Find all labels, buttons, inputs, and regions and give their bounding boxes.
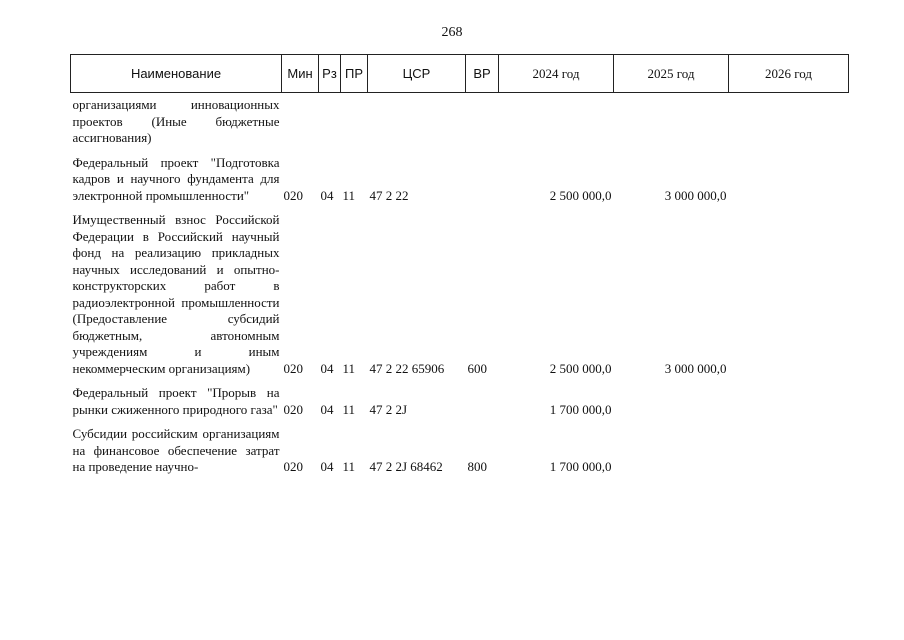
row-2024: 2 500 000,0 (549, 360, 612, 376)
row-2025: 3 000 000,0 (664, 360, 727, 376)
row-vr: 600 (467, 360, 487, 376)
row-name: Федеральный проект "Подготовка кадров и научного фундамента для электронной промышленности" (72, 154, 280, 203)
row-min: 020 (283, 459, 303, 474)
row-2025 (614, 421, 729, 479)
row-vr: 800 (467, 459, 487, 474)
header-csr: ЦСР (368, 55, 466, 93)
row-2025: 3 000 000,0 (664, 187, 727, 203)
row-pr: 11 (342, 360, 356, 376)
header-2026: 2026 год (729, 55, 849, 93)
row-2026 (729, 207, 849, 380)
row-rz: 04 (320, 401, 334, 417)
row-name: Имущественный взнос Российской Федерации в Российский научный фонд на реализацию прикладных научных исследований и опытно-конструкторских работ в радиоэлектронной промышленности (Предоставление субсидий бюджетным, автономным учреждениям и иным некоммерческим организациям) (72, 212, 280, 376)
table-row (71, 380, 849, 421)
header-2025: 2025 год (614, 55, 729, 93)
row-name: организациями инновационных проектов (Иные бюджетные ассигнования) (72, 97, 280, 145)
row-min: 020 (283, 401, 303, 417)
row-2026 (729, 380, 849, 421)
header-min: Мин (282, 55, 319, 93)
row-csr: 47 2 2J (369, 401, 408, 417)
row-min (282, 93, 319, 150)
row-csr: 47 2 22 65906 (369, 360, 445, 376)
row-rz (319, 93, 341, 150)
row-2026 (729, 150, 849, 208)
header-pr: ПР (341, 55, 368, 93)
row-name: Субсидии российским организациям на финансовое обеспечение затрат на проведение научно- (72, 426, 280, 474)
table-row (71, 421, 849, 479)
row-2025 (614, 380, 729, 421)
header-2024: 2024 год (499, 55, 614, 93)
row-pr: 11 (342, 401, 356, 417)
table-row (71, 93, 849, 150)
row-vr (466, 380, 499, 421)
row-2024: 1 700 000,0 (549, 401, 612, 417)
row-pr: 11 (342, 187, 356, 203)
row-vr (466, 150, 499, 208)
page-number: 268 (441, 25, 463, 40)
row-min: 020 (283, 360, 303, 376)
table-header-row (71, 55, 849, 93)
row-2024: 1 700 000,0 (549, 459, 612, 474)
table-row (71, 207, 849, 380)
row-pr: 11 (342, 459, 356, 474)
row-rz: 04 (320, 187, 334, 203)
row-csr (368, 93, 466, 150)
row-2025 (614, 93, 729, 150)
table-row (71, 150, 849, 208)
row-2024: 2 500 000,0 (549, 187, 612, 203)
header-rz: Рз (319, 55, 341, 93)
budget-table (70, 54, 849, 479)
row-2024 (499, 93, 614, 150)
row-csr: 47 2 22 (369, 187, 409, 203)
header-vr: ВР (466, 55, 499, 93)
row-min: 020 (283, 187, 303, 203)
row-vr (466, 93, 499, 150)
row-2026 (729, 421, 849, 479)
header-name: Наименование (71, 55, 282, 93)
row-name: Федеральный проект "Прорыв на рынки сжиженного природного газа" (72, 385, 280, 417)
row-pr (341, 93, 368, 150)
row-rz: 04 (320, 360, 334, 376)
row-rz: 04 (320, 459, 334, 474)
row-2026 (729, 93, 849, 150)
row-csr: 47 2 2J 68462 (369, 459, 443, 474)
